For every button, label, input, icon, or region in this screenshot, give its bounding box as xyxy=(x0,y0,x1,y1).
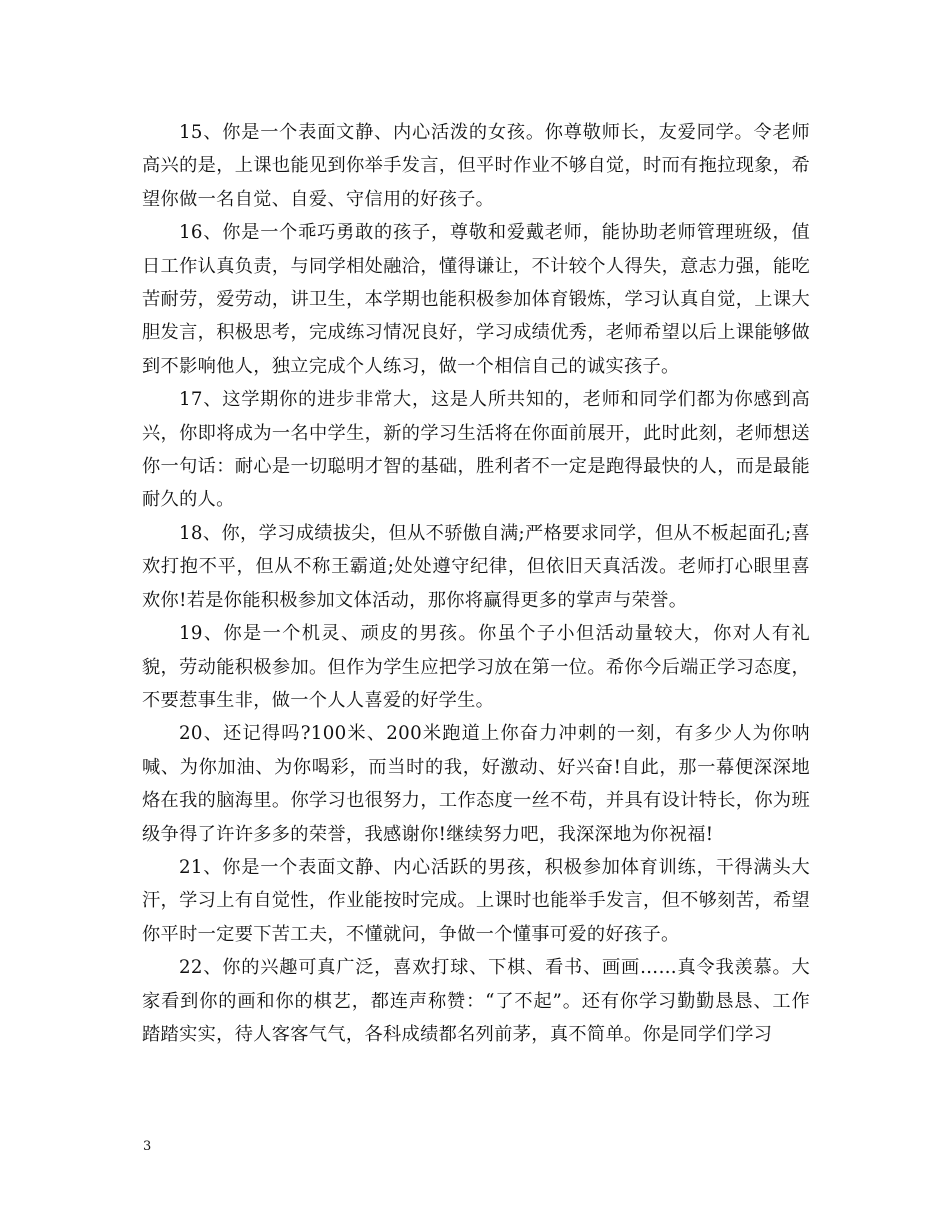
paragraph-18: 18、你，学习成绩拔尖，但从不骄傲自满;严格要求同学，但从不板起面孔;喜欢打抱不平，但从不称王霸道;处处遵守纪律，但依旧天真活泼。老师打心眼里喜欢你!若是你能积极参加文体活动，那你将赢得更多的掌声与荣誉。 xyxy=(142,522,810,611)
paragraph-15: 15、你是一个表面文静、内心活泼的女孩。你尊敬师长，友爱同学。令老师高兴的是，上课也能见到你举手发言，但平时作业不够自觉，时而有拖拉现象，希望你做一名自觉、自爱、守信用的好孩子。 xyxy=(142,122,810,210)
document-body xyxy=(142,116,810,1051)
paragraph-17: 17、这学期你的进步非常大，这是人所共知的，老师和同学们都为你感到高兴，你即将成为一名中学生，新的学习生活将在你面前展开，此时此刻，老师想送你一句话：耐心是一切聪明才智的基础，胜利者不一定是跑得最快的人，而是最能耐久的人。 xyxy=(142,389,810,511)
paragraph-21: 21、你是一个表面文静、内心活跃的男孩，积极参加体育训练，干得满头大汗，学习上有自觉性，作业能按时完成。上课时也能举手发言，但不够刻苦，希望你平时一定要下苦工夫，不懂就问，争做一个懂事可爱的好孩子。 xyxy=(142,856,810,945)
paragraph-20: 20、还记得吗?100米、200米跑道上你奋力冲刺的一刻，有多少人为你呐喊、为你加油、为你喝彩，而当时的我，好激动、好兴奋!自此，那一幕便深深地烙在我的脑海里。你学习也很努力，工作态度一丝不苟，并具有设计特长，你为班级争得了许许多多的荣誉，我感谢你!继续努力吧，我深深地为你祝福! xyxy=(142,723,810,845)
paragraph-19: 19、你是一个机灵、顽皮的男孩。你虽个子小但活动量较大，你对人有礼貌，劳动能积极参加。但作为学生应把学习放在第一位。希你今后端正学习态度，不要惹事生非，做一个人人喜爱的好学生。 xyxy=(142,623,810,711)
paragraph-22: 22、你的兴趣可真广泛，喜欢打球、下棋、看书、画画……真令我羡慕。大家看到你的画和你的棋艺，都连声称赞：“了不起”。还有你学习勤勤恳恳、工作踏踏实实，待人客客气气，各科成绩都名列前茅，真不简单。你是同学们学习 xyxy=(142,957,810,1045)
paragraph-16: 16、你是一个乖巧勇敢的孩子，尊敬和爱戴老师，能协助老师管理班级，值日工作认真负责，与同学相处融洽，懂得谦让，不计较个人得失，意志力强，能吃苦耐劳，爱劳动，讲卫生，本学期也能积极参加体育锻炼，学习认真自觉，上课大胆发言，积极思考，完成练习情况良好，学习成绩优秀，老师希望以后上课能够做到不影响他人，独立完成个人练习，做一个相信自己的诚实孩子。 xyxy=(142,222,810,377)
page-number: 3 xyxy=(143,1139,152,1154)
